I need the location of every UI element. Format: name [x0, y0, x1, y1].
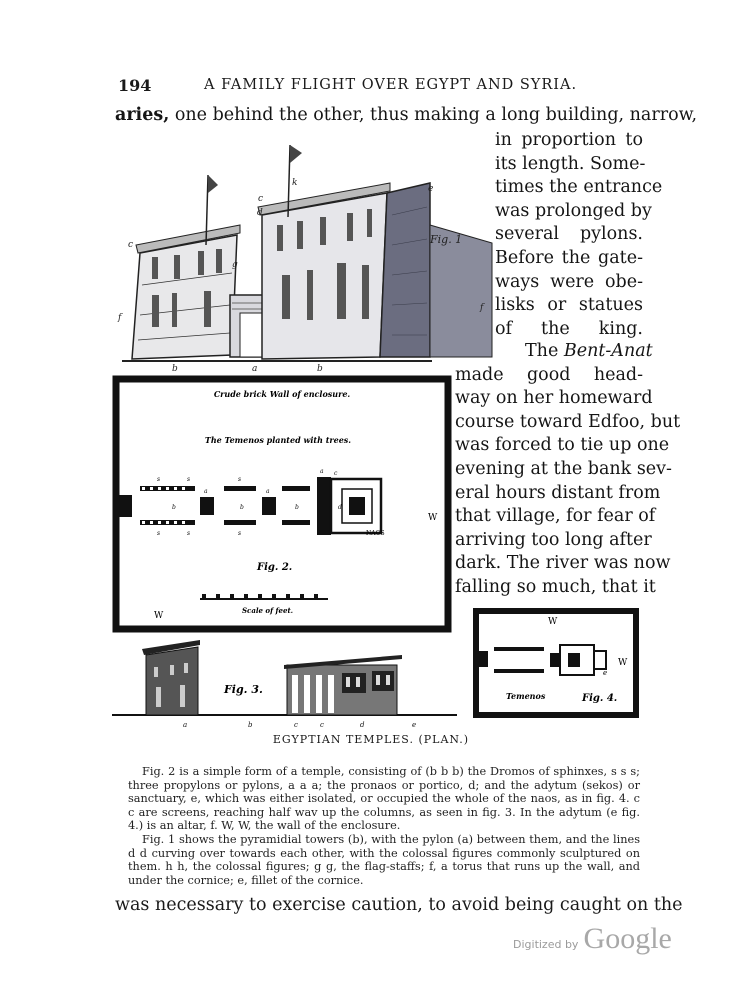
fig2-letter: a	[204, 488, 208, 495]
column-2-line: arriving too long after	[455, 529, 652, 550]
fig2-letter: s	[187, 476, 191, 483]
fig2-temenos-label: The Temenos planted with trees.	[204, 435, 352, 445]
fig1-letter: a	[252, 364, 258, 374]
fig2-w-right: W	[428, 513, 438, 523]
col2-indent: The	[525, 341, 564, 361]
body-first-line	[115, 104, 698, 128]
column-1-line: was prolonged by	[495, 200, 652, 221]
google-watermark	[513, 922, 673, 958]
fig3-letter: d	[360, 721, 365, 729]
column-2-line: course toward Edfoo, but	[455, 411, 681, 432]
fig3-letter: b	[248, 721, 253, 729]
fig4-w-top: W	[548, 617, 558, 627]
column-1-line: its length. Some-	[495, 153, 646, 174]
column-2-line: eral hours distant from	[455, 482, 661, 503]
column-2-line: dark. The river was now	[455, 553, 671, 574]
fig1-label: Fig. 1	[430, 233, 463, 246]
fig1-letter: f	[118, 313, 122, 323]
fig2-letter: d	[338, 504, 342, 511]
fig4-temple-plan	[472, 607, 640, 719]
fig2-letter: b	[295, 504, 299, 511]
fig2-naos-label: NAOS	[366, 530, 385, 537]
fig3-label: Fig. 3.	[224, 683, 263, 696]
column-1-line: Before the gate-	[495, 247, 643, 268]
fig1-letter: b	[317, 364, 323, 374]
fig1-letter: c	[128, 240, 134, 250]
fig1-temple-facade	[112, 135, 497, 375]
column-1-line: lisks or statues	[495, 295, 643, 316]
running-head	[118, 76, 638, 98]
fig4-label: Fig. 4.	[582, 693, 618, 704]
fig2-letter: s	[157, 476, 161, 483]
fig2-letter: s	[157, 530, 161, 537]
digitized-by-text: Digitized by	[513, 938, 579, 951]
fig2-scale-label: Scale of feet.	[242, 606, 294, 615]
figure-notes	[128, 765, 640, 887]
fig1-note: Fig. 1 shows the pyramidial towers (b), with the pylon (a) between them, and the lines d d curving over towards each other, with the colossal figures commonly sculptured on them. h h, the colossal figures; g g, the flag-staffs; f, a torus that runs up the wall, and under the cornice; e, fillet of the cornice.	[128, 832, 640, 887]
fig4-w-right: W	[618, 658, 628, 668]
fig2-letter: s	[238, 530, 242, 537]
body-last-line: was necessary to exercise caution, to avoid being caught on the	[115, 895, 683, 915]
fig1-letter: g	[232, 260, 238, 270]
column-1-line: of the king.	[495, 318, 643, 339]
column-1-line: in proportion to	[495, 130, 643, 150]
figure-caption: EGYPTIAN TEMPLES. (PLAN.)	[272, 733, 470, 746]
running-title: A FAMILY FLIGHT OVER EGYPT AND SYRIA.	[204, 77, 578, 93]
fig1-letter: b	[172, 364, 178, 374]
column-1-line: ways were obe-	[495, 271, 643, 292]
google-logo: Google	[583, 922, 672, 955]
column-2-line: evening at the bank sev-	[455, 458, 672, 479]
first-line-rest: one behind the other, thus making a long building, narrow,	[169, 105, 698, 125]
first-line-lead: aries,	[115, 105, 170, 125]
fig2-label: Fig. 2.	[257, 562, 293, 573]
column-2-line: made good head-	[455, 364, 643, 385]
fig1-letter: c	[258, 194, 264, 204]
fig1-letter: e	[428, 184, 434, 194]
fig2-temple-plan	[112, 375, 452, 633]
fig4-temenos-label: Temenos	[506, 691, 546, 701]
fig2-letter: b	[172, 504, 176, 511]
fig4-letter: e	[603, 669, 608, 677]
fig1-letter: d	[257, 208, 263, 218]
fig2-letter: s	[187, 530, 191, 537]
boat-name: Bent-Anat	[563, 341, 653, 361]
fig2-note: Fig. 2 is a simple form of a temple, consisting of (b b b) the Dromos of sphinxes, s s s; three propylons or pylons, a a a; the pronaos or portico, d; and the adytum (sekos) or sanctuary, e, which was either isolated, or occupied the whole of the naos, as in fig. 4. c c are screens, reaching half wav up the columns, as seen in fig. 3. In the adytum (e fig. 4.) is an altar, f. W, W, the wall of the enclosure.	[128, 765, 640, 833]
fig2-letter: c	[334, 470, 338, 477]
fig2-letter: a	[320, 468, 324, 475]
column-2-line: falling so much, that it	[455, 576, 656, 597]
fig1-letter: k	[292, 178, 298, 188]
fig2-w-left: W	[154, 611, 164, 621]
fig2-letter: b	[240, 504, 244, 511]
column-1-line: several pylons.	[495, 224, 643, 245]
text-column-1	[495, 129, 663, 341]
fig3-letter: e	[412, 721, 417, 729]
column-2-line: that village, for fear of	[455, 506, 656, 527]
fig3-letter: c	[320, 721, 324, 729]
fig2-letter: s	[238, 476, 242, 483]
fig3-temple-elevation	[112, 637, 457, 732]
fig3-letter: c	[294, 721, 298, 729]
page-number: 194	[118, 76, 152, 95]
fig3-letter: a	[183, 721, 188, 729]
column-2-line: way on her homeward	[455, 388, 653, 409]
fig2-wall-label: Crude brick Wall of enclosure.	[213, 389, 351, 399]
fig1-letter: f	[480, 303, 484, 313]
column-1-line: times the entrance	[495, 177, 663, 198]
text-column-2	[455, 340, 681, 600]
fig2-letter: a	[266, 488, 270, 495]
column-2-line: was forced to tie up one	[455, 435, 670, 456]
